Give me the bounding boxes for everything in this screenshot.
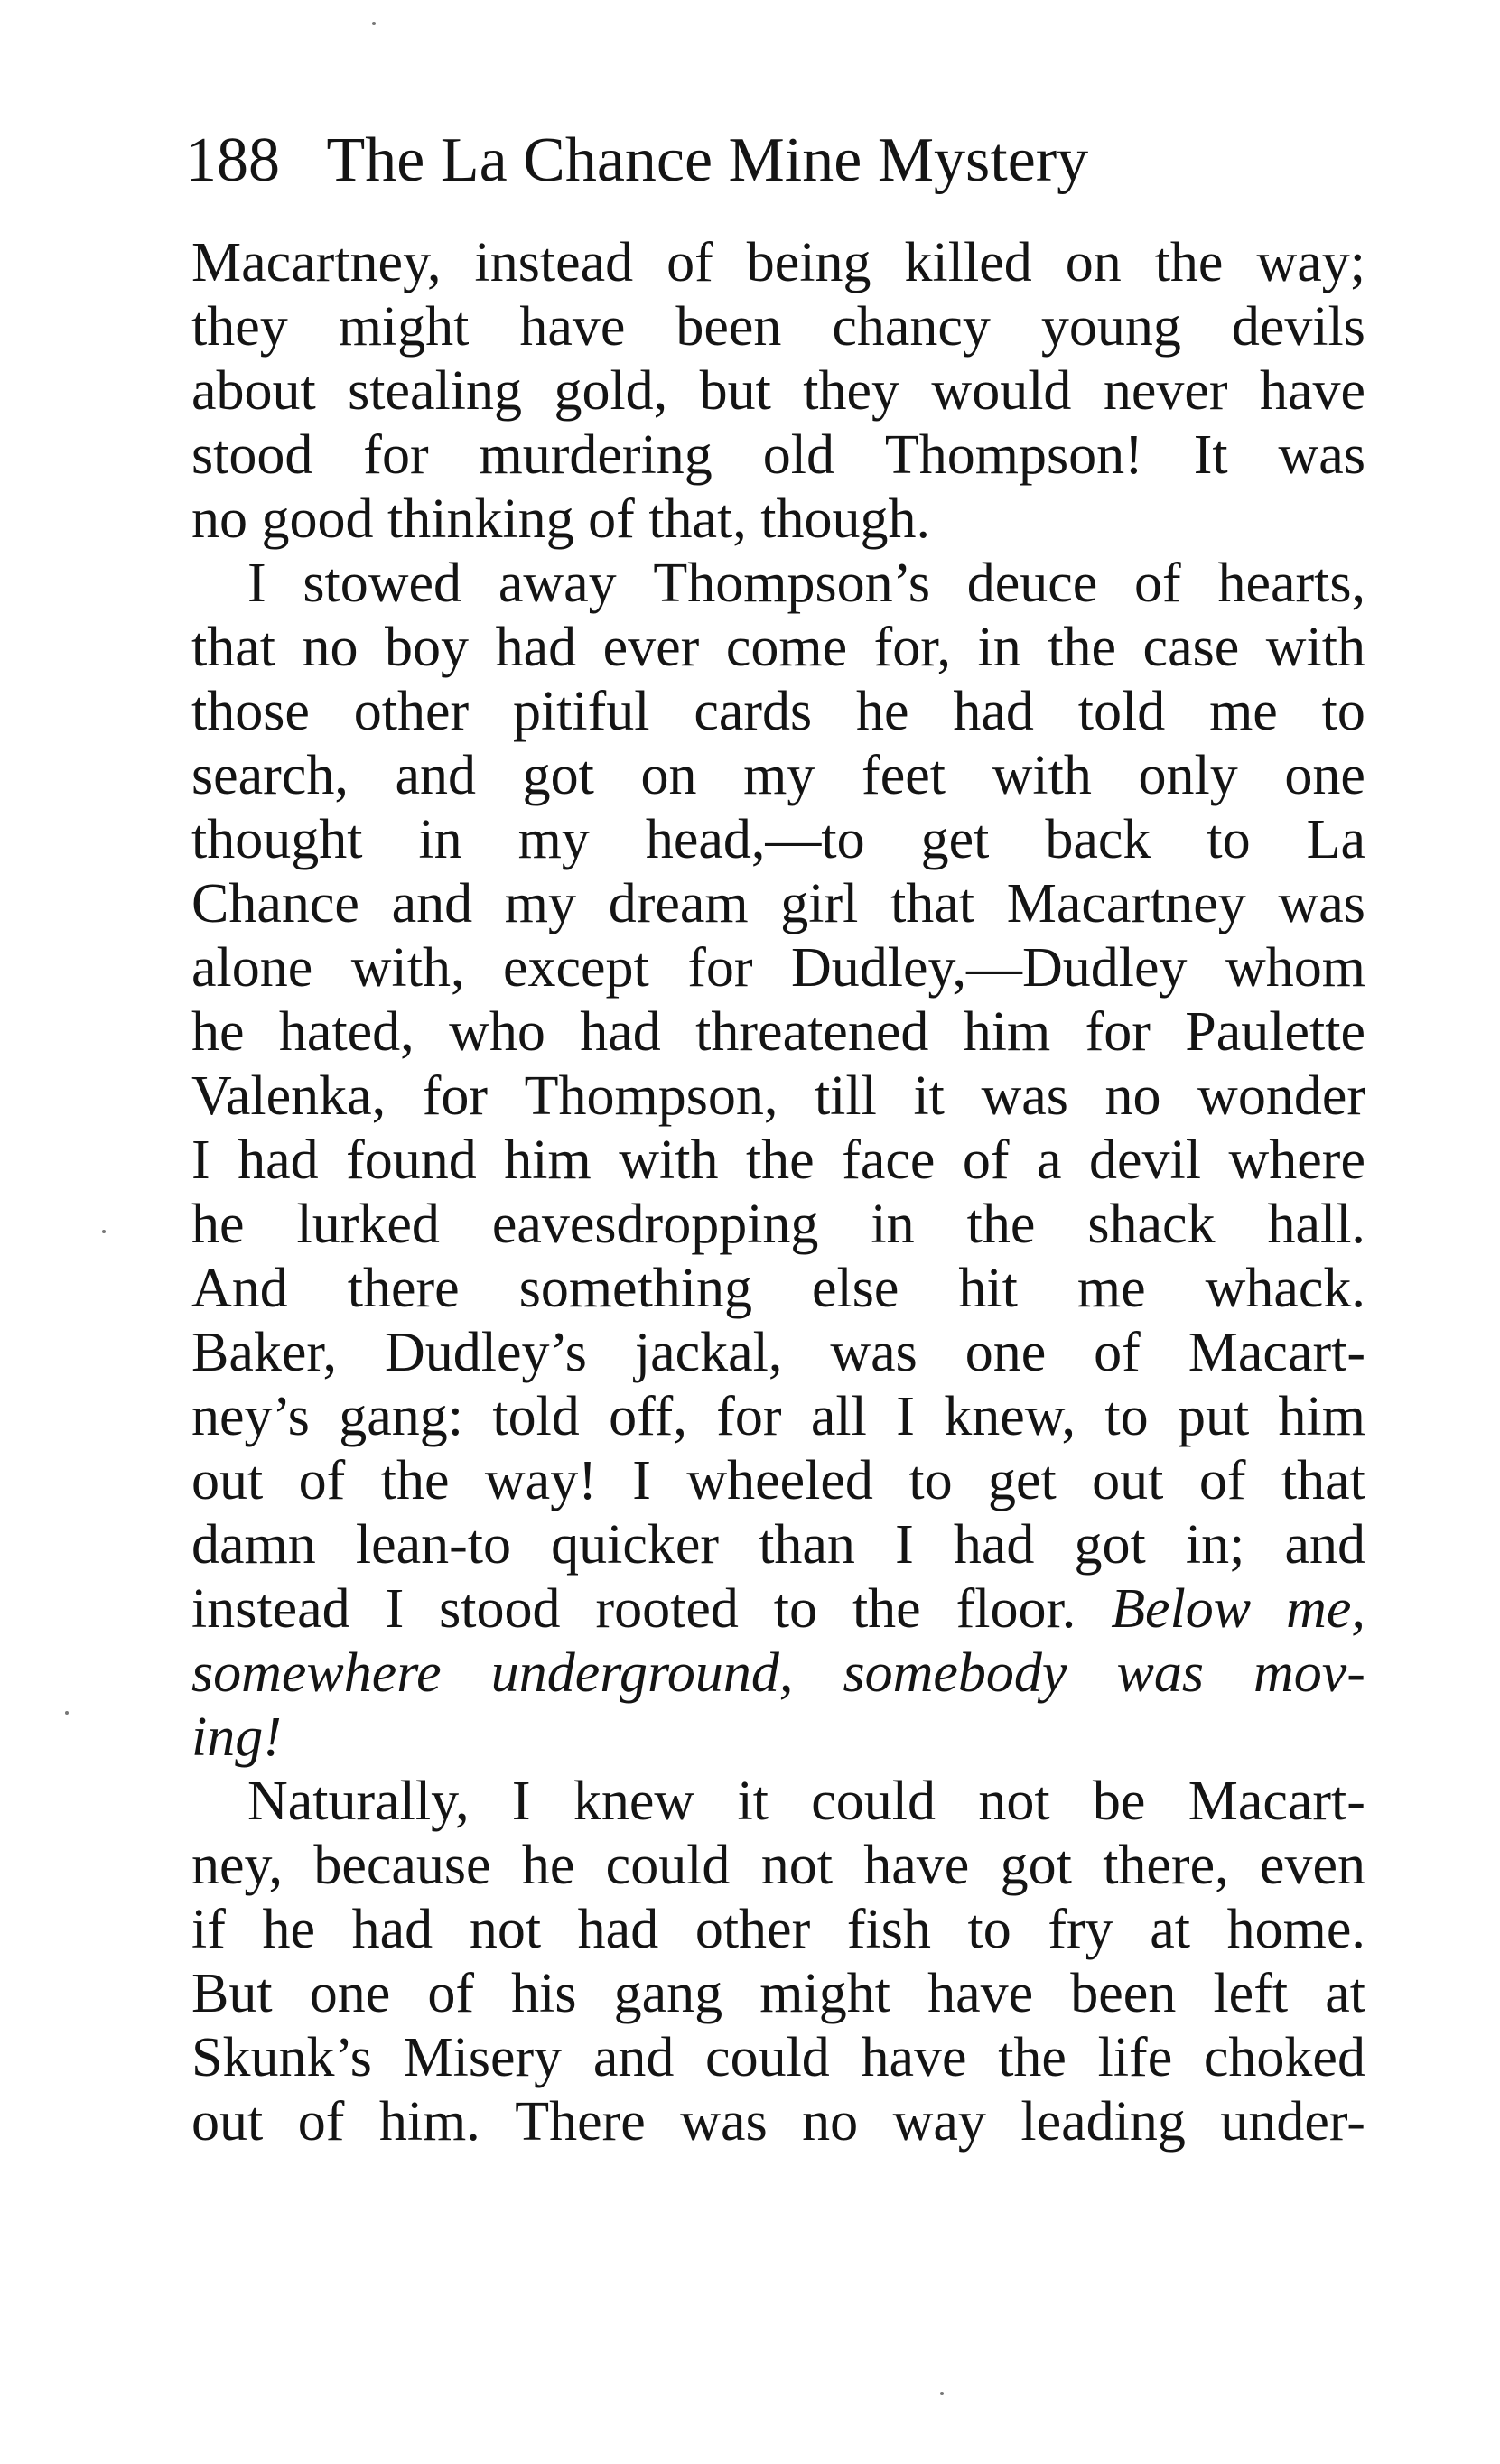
text-line: out of him. There was no way leading under- — [191, 2091, 1365, 2153]
text-line: somewhere underground, somebody was mov- — [191, 1642, 1365, 1704]
text-line: ney’s gang: told off, for all I knew, to put him — [191, 1386, 1365, 1447]
text-line: alone with, except for Dudley,—Dudley whom — [191, 937, 1365, 999]
text-line: instead I stood rooted to the floor. Below me, — [191, 1578, 1365, 1640]
running-head — [185, 116, 1359, 206]
text-line: stood for murdering old Thompson! It was — [191, 424, 1365, 486]
paper-speck — [65, 1711, 69, 1715]
text-line: Naturally, I knew it could not be Macart- — [247, 1771, 1365, 1832]
text-line: I stowed away Thompson’s deuce of hearts, — [247, 553, 1365, 614]
paper-speck — [372, 22, 376, 25]
page-number: 188 — [185, 126, 280, 195]
text-line: Chance and my dream girl that Macartney was — [191, 873, 1365, 934]
text-line: they might have been chancy young devils — [191, 296, 1365, 358]
text-line: damn lean-to quicker than I had got in; and — [191, 1514, 1365, 1576]
text-line: thought in my head,—to get back to La — [191, 809, 1365, 870]
text-line: ing! — [191, 1706, 282, 1768]
text-line: no good thinking of that, though. — [191, 488, 931, 550]
text-line: about stealing gold, but they would never have — [191, 360, 1365, 422]
body-text — [191, 231, 1365, 2154]
book-title: The La Chance Mine Mystery — [326, 126, 1089, 195]
text-line: if he had not had other fish to fry at home. — [191, 1899, 1365, 1960]
text-line: those other pitiful cards he had told me to — [191, 681, 1365, 742]
text-line: ney, because he could not have got there, even — [191, 1835, 1365, 1896]
paper-speck — [102, 1230, 106, 1233]
paper-speck — [940, 2392, 944, 2395]
text-line: Baker, Dudley’s jackal, was one of Macart- — [191, 1322, 1365, 1383]
text-line: Skunk’s Misery and could have the life choked — [191, 2027, 1365, 2088]
text-line: he lurked eavesdropping in the shack hall. — [191, 1194, 1365, 1255]
text-line: he hated, who had threatened him for Paulette — [191, 1001, 1365, 1063]
text-line: And there something else hit me whack. — [191, 1258, 1365, 1319]
text-line: out of the way! I wheeled to get out of that — [191, 1450, 1365, 1511]
text-line: search, and got on my feet with only one — [191, 745, 1365, 806]
text-line: I had found him with the face of a devil where — [191, 1130, 1365, 1191]
text-line: But one of his gang might have been left at — [191, 1963, 1365, 2024]
text-line: Macartney, instead of being killed on the way; — [191, 232, 1365, 293]
text-line: Valenka, for Thompson, till it was no wonder — [191, 1065, 1365, 1127]
text-line: that no boy had ever come for, in the case with — [191, 617, 1365, 678]
